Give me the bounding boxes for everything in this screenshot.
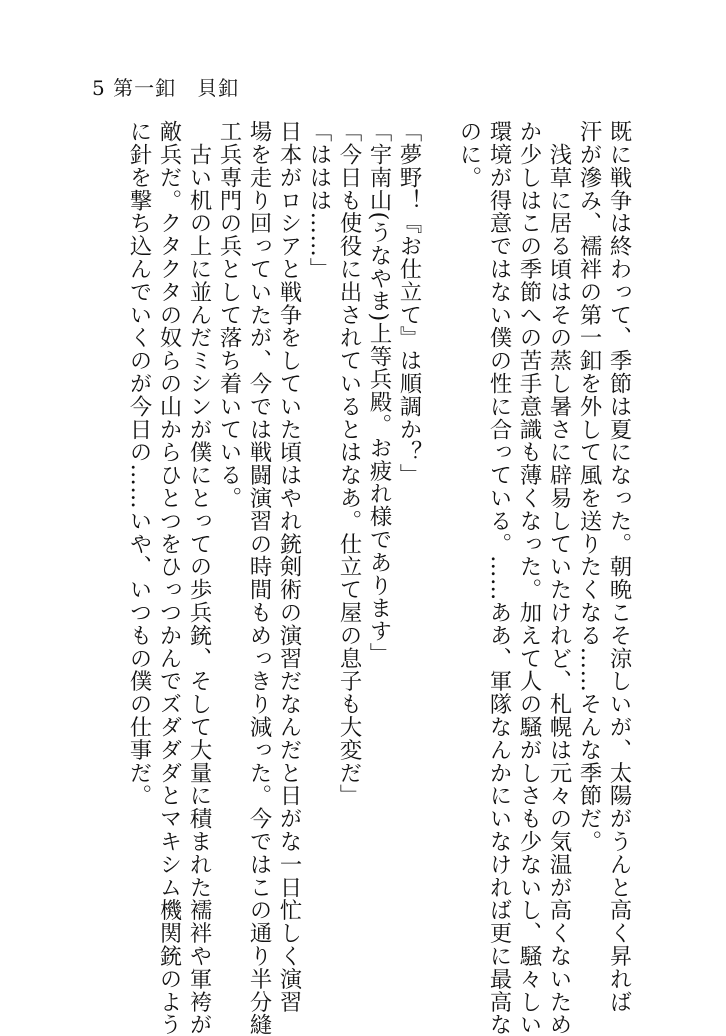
text-line: 環境が得意ではない僕の性に合っている。……ああ、軍隊なんかにいなければ更に最高な — [486, 120, 512, 1036]
dialogue-line: 「夢野！『お仕立て』は順調か？」 — [396, 120, 422, 487]
dialogue-line: 「ははは……」 — [306, 120, 332, 281]
paragraph-gap — [424, 120, 454, 950]
text-line: 敵兵だ。クタクタの奴らの山からひとつをひっつかんでズダダダとマキシム機関銃のよう — [156, 120, 182, 1036]
dialogue-line: 「宇南山(うなやま)上等兵殿。お疲れ様であります」 — [366, 120, 392, 666]
text-line: 既に戦争は終わって、季節は夏になった。朝晩こそ涼しいが、太陽がうんと高く昇れば — [606, 120, 632, 1014]
dialogue-line: 「今日も使役に出されているとはなあ。仕立て屋の息子も大変だ」 — [336, 120, 362, 807]
text-line: 浅草に居る頃はその蒸し暑さに辟易していたけれど、札幌は元々の気温が高くないため — [546, 120, 572, 1036]
text-line: 古い机の上に並んだミシンが僕にとっての歩兵銃、そして大量に積まれた襦袢や軍袴が — [186, 120, 212, 1036]
text-line: 工兵専門の兵として落ち着いている。 — [216, 120, 242, 510]
text-line: 場を走り回っていたが、今では戦闘演習の時間もめっきり減った。今ではこの通り半分縫 — [246, 120, 272, 1036]
text-line: 汗が滲み、襦袢の第一釦を外して風を送りたくなる……そんな季節だ。 — [576, 120, 602, 853]
text-line: に針を撃ち込んでいくのが今日の……いや、いつもの僕の仕事だ。 — [126, 120, 152, 807]
vertical-body-text — [124, 120, 634, 1036]
text-line: のに。 — [456, 120, 482, 189]
text-line: か少しはこの季節への苦手意識も薄くなった。加えて人の騒がしさも少ないし、騒々しい — [516, 120, 542, 1036]
chapter-heading: 5 第一釦 貝釦 — [92, 76, 240, 100]
text-line: 日本がロシアと戦争をしていた頃はやれ銃剣術の演習だなんだと日がな一日忙しく演習 — [276, 120, 302, 1014]
